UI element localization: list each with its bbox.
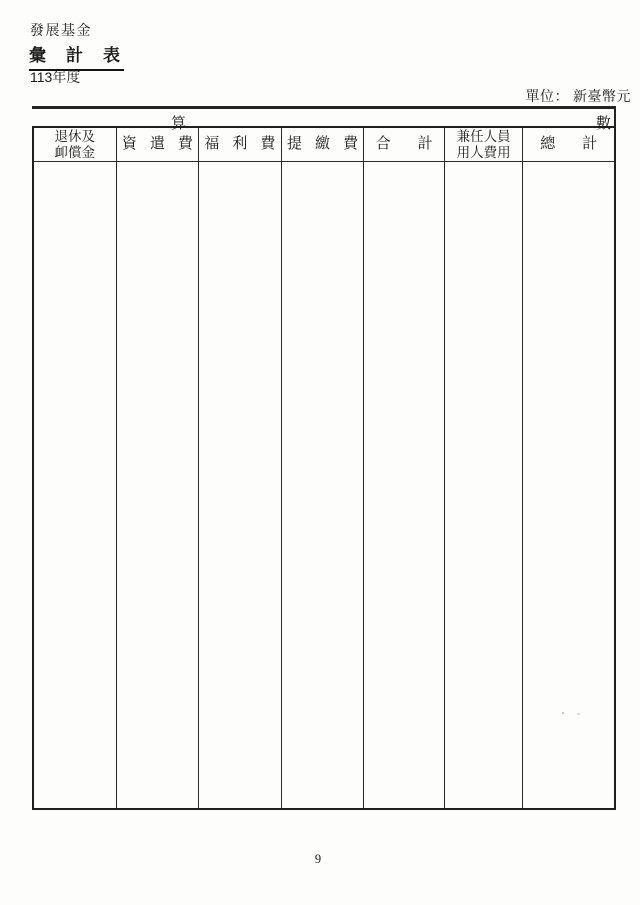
column-header-line: 合計	[375, 136, 460, 152]
column-header-line: 提繳費	[286, 136, 371, 152]
currency-unit-label: 單位： 新臺幣元	[525, 90, 631, 105]
scan-speck	[577, 713, 580, 715]
column-header-severance-pay	[117, 128, 206, 162]
column-header-line: 兼任人員	[456, 128, 511, 144]
body-cell-retirement-and-pension	[34, 162, 117, 808]
body-cell-subtotal	[364, 162, 445, 808]
column-header-contribution-expense	[282, 128, 371, 162]
column-header-grand-total	[523, 128, 625, 162]
body-cell-welfare-expense	[199, 162, 282, 808]
column-header-subtotal	[364, 128, 460, 162]
scan-speck	[562, 712, 564, 714]
body-cell-contribution-expense	[282, 162, 365, 808]
span-header-right-char: 數	[595, 116, 611, 132]
budget-summary-table	[32, 106, 625, 810]
column-header-part-time-personnel-cost	[445, 128, 524, 162]
column-header-line: 資遣費	[121, 136, 206, 152]
column-header-retirement-and-pension	[34, 128, 117, 162]
body-cell-severance-pay	[117, 162, 200, 808]
column-header-line: 總計	[540, 136, 625, 152]
span-header-left-char: 算	[171, 116, 187, 132]
column-header-welfare-expense	[199, 128, 289, 162]
report-title: 彙計表	[29, 41, 124, 71]
fiscal-year: 113年度	[30, 69, 81, 85]
body-cell-grand-total	[523, 162, 614, 808]
column-header-line: 用人費用	[456, 144, 511, 160]
column-header-line: 退休及	[54, 128, 96, 144]
fund-name: 發展基金	[30, 24, 92, 39]
table-span-header-row	[32, 106, 616, 132]
table-grid	[32, 126, 625, 810]
body-cell-part-time-personnel-cost	[445, 162, 524, 808]
column-header-line: 福利費	[204, 136, 289, 152]
page-number: 9	[314, 852, 322, 866]
column-header-line: 卹償金	[54, 144, 96, 160]
